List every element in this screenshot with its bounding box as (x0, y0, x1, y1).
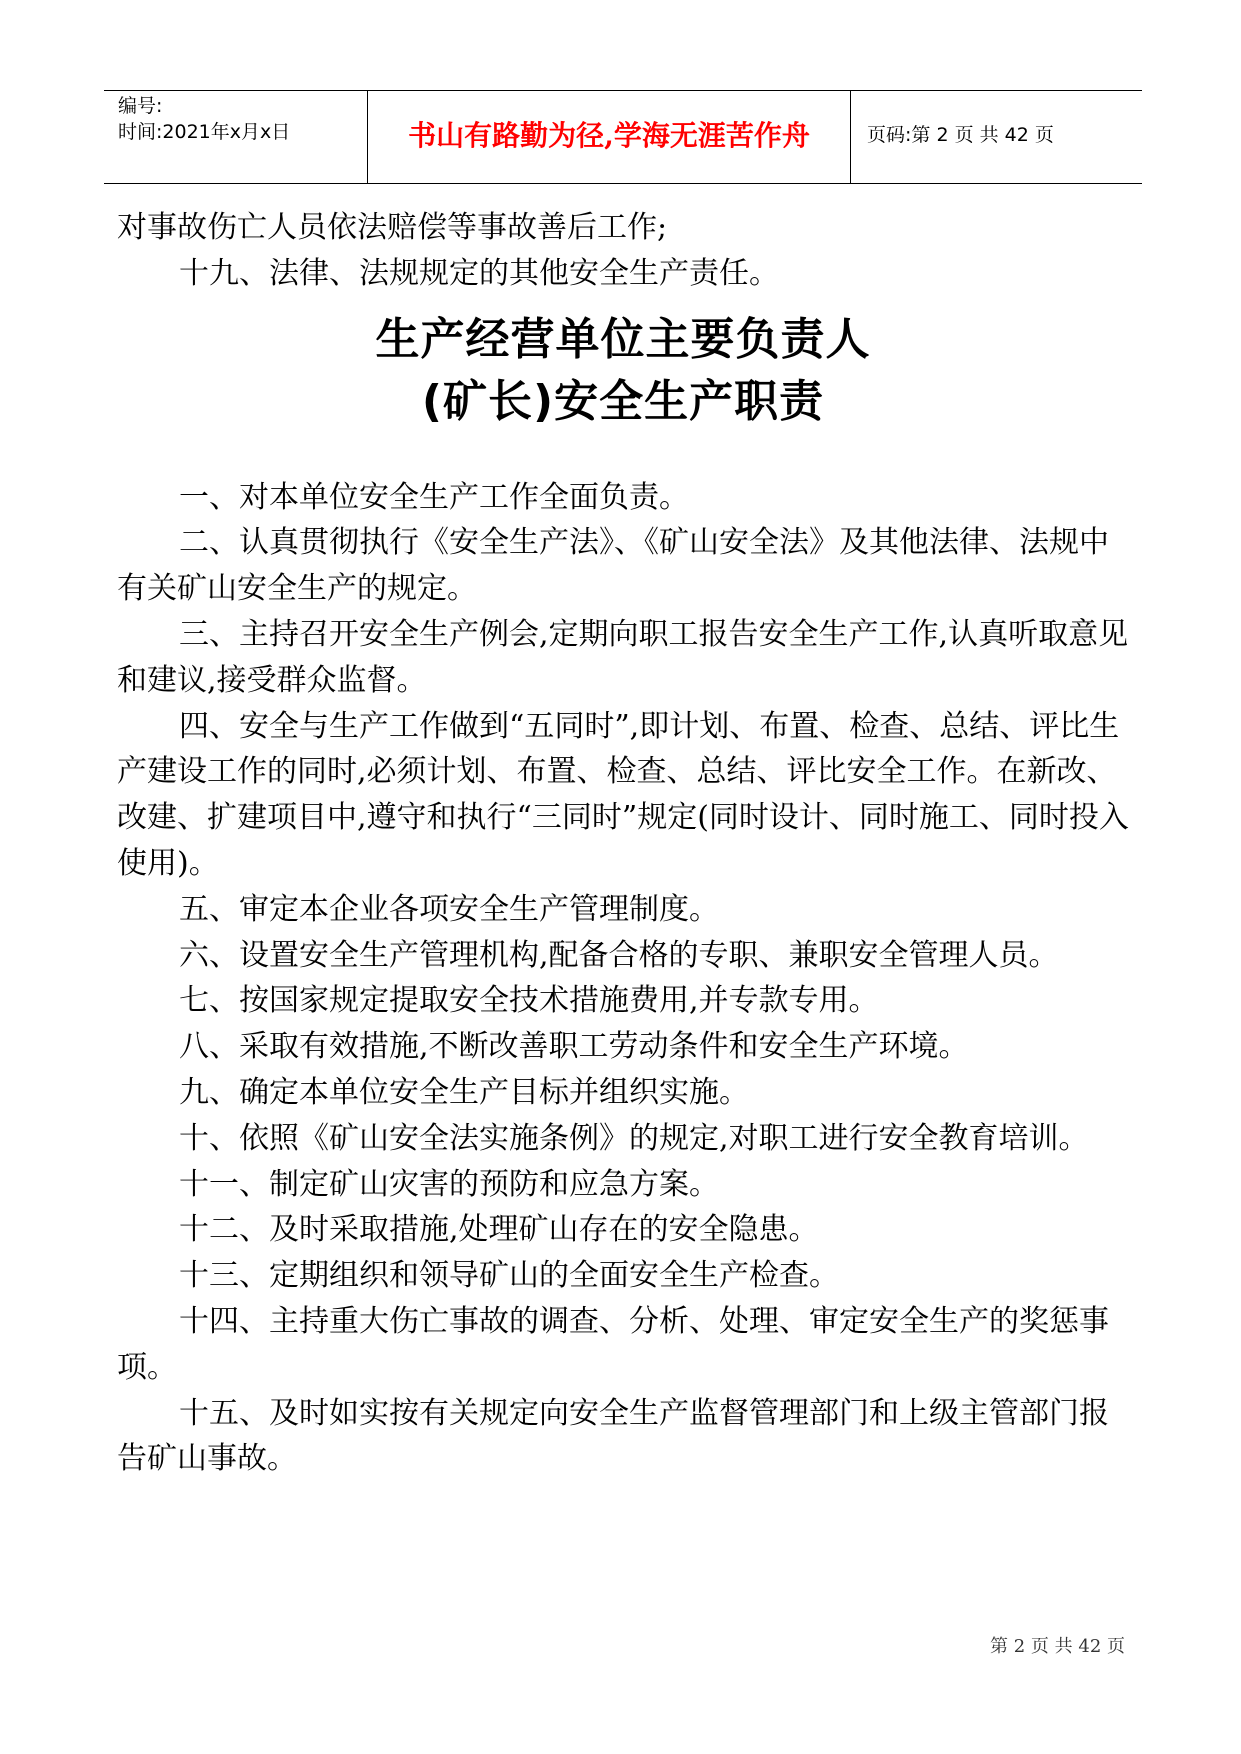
paragraph-item-19: 十九、法律、法规规定的其他安全生产责任。 (179, 255, 779, 291)
header-right-cell (851, 91, 1142, 183)
page-footer: 第 2 页 共 42 页 (990, 1636, 1125, 1657)
duty-item-5: 五、审定本企业各项安全生产管理制度。 (179, 891, 719, 927)
time-label: 时间:2021年x月x日 (118, 121, 291, 143)
duty-item-9: 九、确定本单位安全生产目标并组织实施。 (179, 1074, 749, 1110)
duty-item-6: 六、设置安全生产管理机构,配备合格的专职、兼职安全管理人员。 (179, 937, 1059, 973)
duty-item-12: 十二、及时采取措施,处理矿山存在的安全隐患。 (179, 1212, 819, 1248)
duty-item-11: 十一、制定矿山灾害的预防和应急方案。 (179, 1166, 719, 1202)
duty-item-10: 十、依照《矿山安全法实施条例》的规定,对职工进行安全教育培训。 (179, 1120, 1089, 1156)
duty-item-3: 三、主持召开安全生产例会,定期向职工报告安全生产工作,认真听取意见和建议,接受群众监督。 (117, 616, 1129, 698)
header-page-code: 页码:第 2 页 共 42 页 (867, 124, 1054, 146)
duty-item-14: 十四、主持重大伤亡事故的调查、分析、处理、审定安全生产的奖惩事项。 (117, 1303, 1109, 1385)
section-title-line1: 生产经营单位主要负责人 (375, 313, 871, 365)
header-middle-cell (368, 91, 851, 183)
number-label: 编号: (118, 95, 163, 117)
duty-item-2: 二、认真贯彻执行《安全生产法》、《矿山安全法》及其他法律、法规中有关矿山安全生产的规定。 (117, 525, 1109, 607)
duty-item-7: 七、按国家规定提取安全技术措施费用,并专款专用。 (179, 983, 879, 1019)
duty-item-1: 一、对本单位安全生产工作全面负责。 (179, 479, 689, 515)
header-left-cell (104, 91, 368, 183)
duty-item-8: 八、采取有效措施,不断改善职工劳动条件和安全生产环境。 (179, 1029, 969, 1065)
document-header (104, 90, 1142, 184)
duty-item-13: 十三、定期组织和领导矿山的全面安全生产检查。 (179, 1258, 839, 1294)
paragraph-continuation: 对事故伤亡人员依法赔偿等事故善后工作; (117, 210, 668, 245)
duty-item-4: 四、安全与生产工作做到“五同时”,即计划、布置、检查、总结、评比生产建设工作的同时,必须计划、布置、检查、总结、评比安全工作。在新改、改建、扩建项目中,遵守和执行“三同时”规定(同时设计、同时施工、同时投入使用)。 (117, 708, 1129, 881)
section-title-line2: (矿长)安全生产职责 (421, 375, 825, 427)
header-motto: 书山有路勤为径,学海无涯苦作舟 (408, 119, 810, 152)
document-body (117, 205, 1129, 1482)
duty-item-15: 十五、及时如实按有关规定向安全生产监督管理部门和上级主管部门报告矿山事故。 (117, 1395, 1109, 1477)
